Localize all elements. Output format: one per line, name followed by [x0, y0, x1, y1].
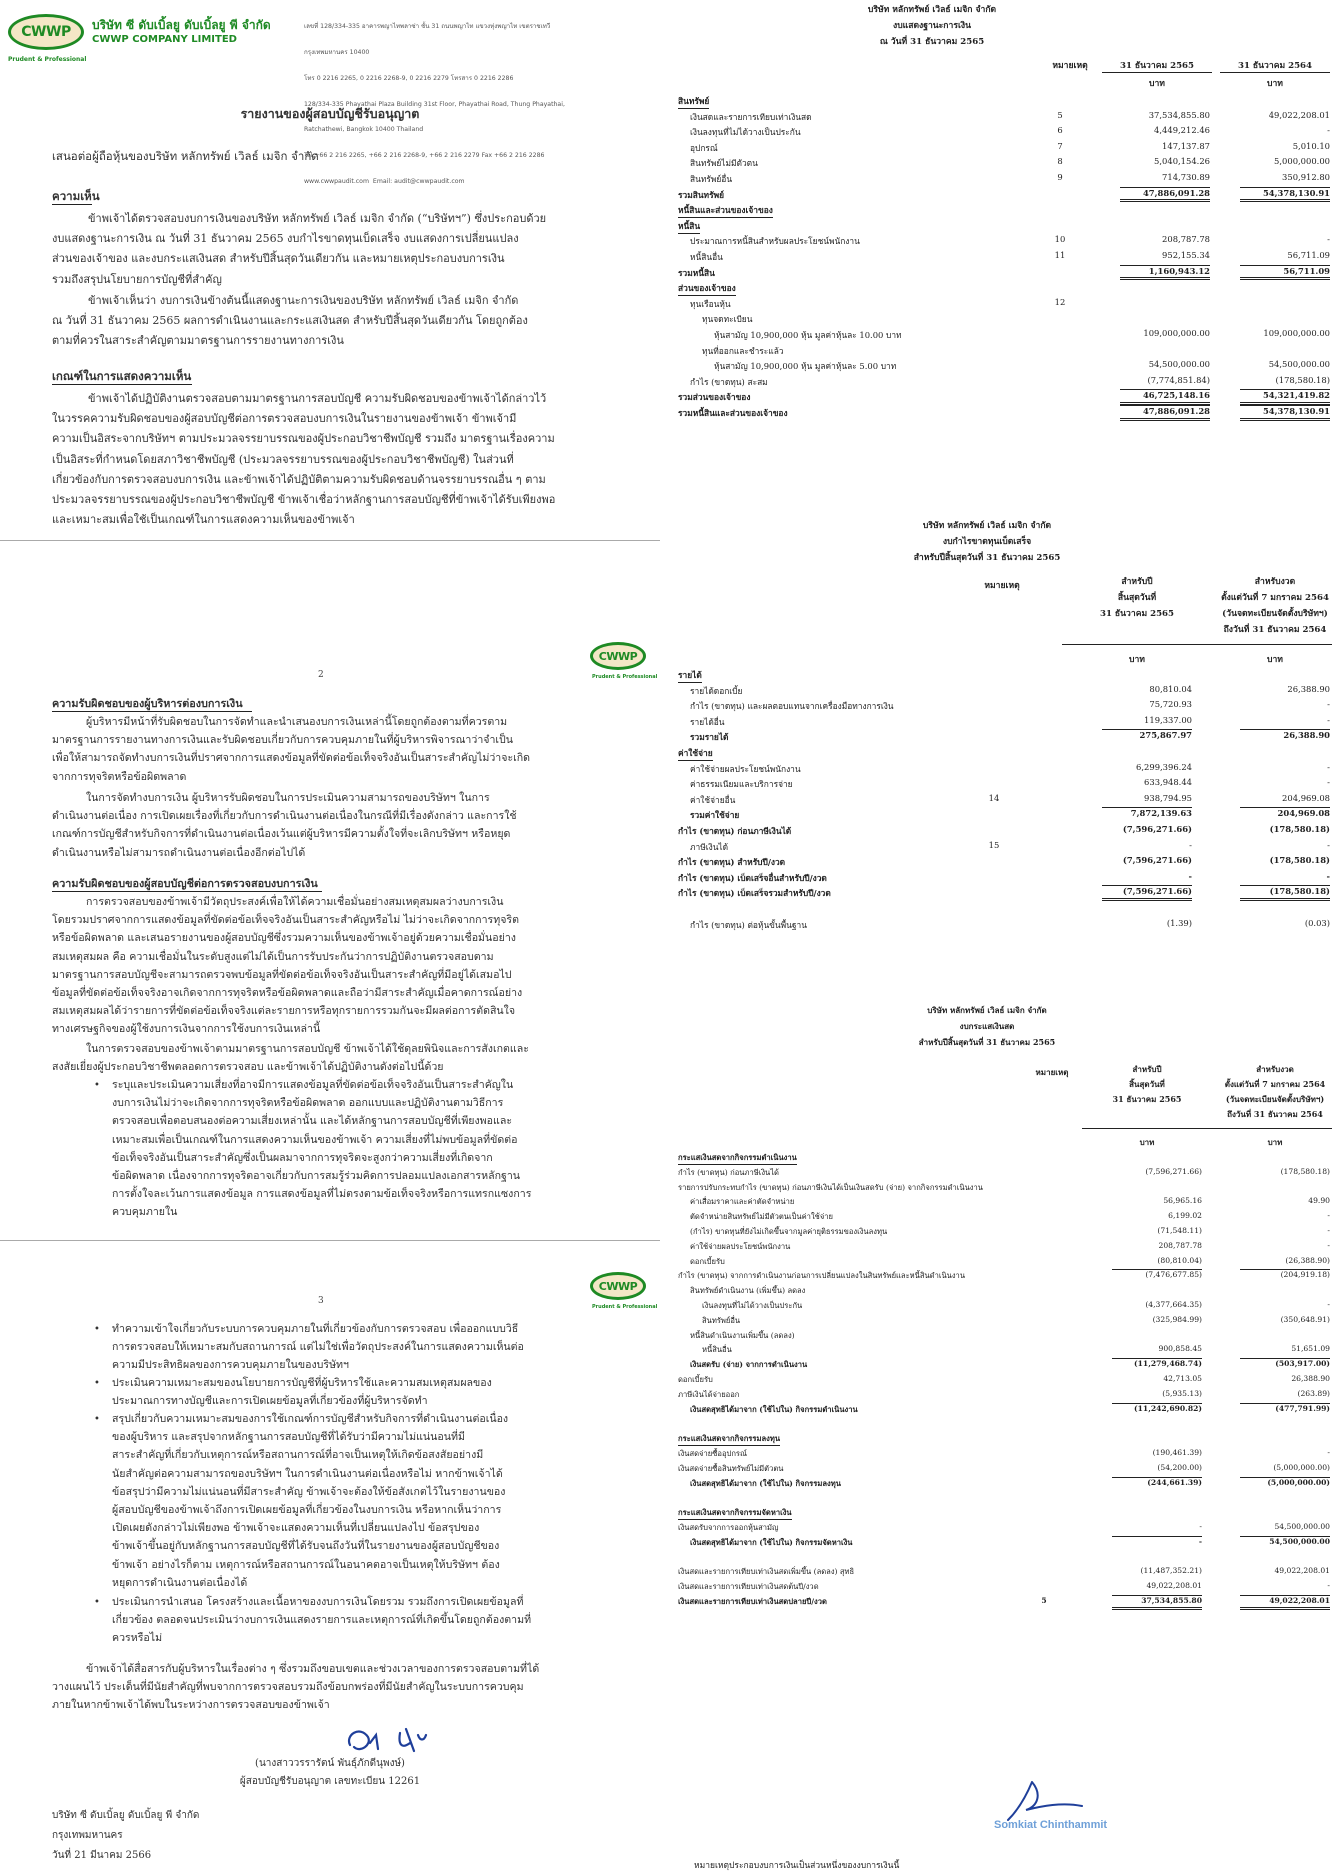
row-value-prior: - [1327, 1448, 1330, 1457]
row-value-prior: - [1326, 870, 1330, 881]
cf-unit: บาท [1267, 1137, 1283, 1147]
row-label: เงินสดสุทธิได้มาจาก (ใช้ไปใน) กิจกรรมจัดหาเงิน [690, 1537, 853, 1547]
total-rule [1112, 1536, 1202, 1537]
row-label: หุ้นสามัญ 10,900,000 หุ้น มูลค่าหุ้นละ 5.00 บาท [714, 361, 897, 372]
row-label: สินทรัพย์อื่น [702, 1315, 741, 1325]
total-rule [1240, 405, 1330, 406]
total-rule [1120, 265, 1210, 266]
heading-underline [52, 711, 252, 712]
total-rule [1102, 885, 1192, 886]
row-value-prior: 51,651.09 [1291, 1344, 1330, 1354]
double-rule [1240, 199, 1330, 202]
total-rule [1120, 389, 1210, 390]
row-value-current: (325,984.99) [1152, 1314, 1202, 1324]
row-value-current: 5,040,154.26 [1154, 156, 1210, 167]
is-date: สำหรับปีสิ้นสุดวันที่ 31 ธันวาคม 2565 [913, 553, 1061, 563]
row-value-prior: (178,580.18) [1280, 1166, 1330, 1176]
cf-note-header: หมายเหตุ [1035, 1067, 1069, 1077]
total-rule [1112, 1477, 1202, 1478]
signer-name: (นางสาววรรารัตน์ พันธุ์ภักดีนุพงษ์) [255, 1758, 405, 1769]
is-title: งบกำไรขาดทุนเบ็ดเสร็จ [942, 537, 1032, 547]
row-label: สินทรัพย์ [678, 94, 709, 109]
row-value-current: (4,377,664.35) [1145, 1300, 1202, 1309]
row-note: 8 [1057, 156, 1063, 167]
row-value-current: 80,810.04 [1149, 683, 1192, 694]
is-col2-header: สำหรับงวด ตั้งแต่วันที่ 7 มกราคม 2564 (วันจดทะเบียนจัดตั้งบริษัทฯ) ถึงวันที่ 31 ธันวาคม 2564 [1221, 577, 1329, 635]
row-value-prior: 49,022,208.01 [1268, 109, 1330, 120]
report-title: รายงานของผู้สอบบัญชีรับอนุญาต [240, 106, 420, 121]
auditor-paragraph-2: ในการตรวจสอบของข้าพเจ้าตามมาตรฐานการสอบบัญชี ข้าพเจ้าได้ใช้ดุลยพินิจและการสังเกตและ สงสัยเยี่ยงผู้ประกอบวิชาชีพตลอดการตรวจสอบ และข้าพเจ้าได้ปฏิบัติงานดังต่อไปนี้ด้วย [52, 1043, 529, 1074]
row-value-current: (7,596,271.66) [1122, 886, 1192, 897]
row-value-current: 37,534,855.80 [1148, 109, 1210, 120]
row-value-current: 952,155.34 [1162, 250, 1210, 260]
auditor-report [0, 0, 660, 1872]
row-label: รายได้อื่น [690, 716, 725, 727]
row-value-current: 47,886,091.28 [1142, 187, 1210, 198]
row-label: กระแสเงินสดจากกิจกรรมลงทุน [678, 1433, 780, 1446]
row-label: เงินสดและรายการเทียบเท่าเงินสดต้นปี/งวด [678, 1582, 819, 1592]
row-value-current: 46,725,148.16 [1142, 390, 1210, 401]
cwwp-logo: CWWP [590, 1272, 646, 1300]
row-label: กำไร (ขาดทุน) ก่อนภาษีเงินได้ [678, 1167, 779, 1177]
row-value-prior: (503,917.00) [1275, 1359, 1330, 1369]
row-label: เงินสดสุทธิได้มาจาก (ใช้ไปใน) กิจกรรมดำเนินงาน [690, 1404, 858, 1414]
row-note: 14 [988, 792, 1000, 803]
row-value-prior: (477,791.99) [1275, 1403, 1330, 1413]
row-label: รวมหนี้สิน [678, 267, 715, 278]
total-rule [1240, 885, 1330, 886]
page-divider [0, 540, 660, 541]
row-label: ทุนที่ออกและชำระแล้ว [702, 345, 784, 356]
row-value-current: (7,596,271.66) [1122, 855, 1192, 866]
row-label: รวมรายได้ [690, 732, 729, 743]
row-value-current: 4,449,212.46 [1154, 125, 1210, 136]
bullet-presentation: ประเมินการนำเสนอ โครงสร้างและเนื้อหาของงบการเงินโดยรวม รวมถึงการเปิดเผยข้อมูลที่ เกี่ยวข้อง ตลอดจนประเมินว่างบการเงินแสดงรายการและเหตุการณ์ที่เกิดขึ้นโดยถูกต้องตามที่ ควรหรือไม่ [112, 1596, 532, 1645]
row-note: 15 [988, 839, 1000, 850]
row-value-prior: (5,000,000.00) [1273, 1462, 1330, 1472]
row-value-prior: 49,022,208.01 [1274, 1566, 1330, 1576]
row-label: รวมหนี้สินและส่วนของเจ้าของ [678, 408, 788, 418]
row-value-current: (7,774,851.84) [1147, 374, 1210, 385]
row-label: หนี้สิน [678, 219, 700, 234]
row-value-current: 147,137.87 [1162, 140, 1210, 151]
row-value-prior: (5,000,000.00) [1267, 1477, 1330, 1487]
row-value-prior: 49,022,208.01 [1269, 1596, 1330, 1605]
row-value-prior: - [1327, 1300, 1330, 1309]
row-value-prior: 54,321,419.82 [1262, 390, 1330, 401]
row-value-prior: 109,000,000.00 [1263, 328, 1330, 338]
row-value-prior: (204,919.18) [1280, 1270, 1330, 1280]
row-label: กระแสเงินสดจากกิจกรรมจัดหาเงิน [678, 1507, 792, 1520]
double-rule [1120, 418, 1210, 421]
row-value-current: (1.39) [1166, 917, 1192, 928]
row-note: 7 [1057, 140, 1063, 151]
row-value-current: 7,872,139.63 [1130, 808, 1192, 819]
total-rule [1102, 807, 1192, 808]
firm-name-en: CWWP COMPANY LIMITED [92, 34, 237, 45]
is-company: บริษัท หลักทรัพย์ เวิลธ์ เมจิก จำกัด [922, 521, 1052, 531]
total-rule [1240, 807, 1330, 808]
row-label: รายได้ดอกเบี้ย [690, 685, 743, 696]
basis-paragraph: ข้าพเจ้าได้ปฏิบัติงานตรวจสอบตามมาตรฐานการสอบบัญชี ความรับผิดชอบของข้าพเจ้าได้กล่าวไว้ ในวรรคความรับผิดชอบของผู้สอบบัญชีต่อการตรวจสอบงบการเงินในรายงานของข้าพเจ้า ข้าพเจ้ามี ความเป็นอิสระจากบริษัทฯ ตามประมวลจรรยาบรรณของผู้ประกอบวิชาชีพบัญชี รวมถึง มาตรฐานเรื่องความ เป็นอิสระที่กำหนดโดยสภาวิชาชีพบัญชี (ประมวลจรรยาบรรณของผู้ประกอบวิชาชีพบัญชี) ในส่วนที่ เกี่ยวข้องกับการตรวจสอบงบการเงิน และข้าพเจ้าได้ปฏิบัติตามความรับผิดชอบด้านจรรยาบรรณอื่น ๆ ตาม ประมวลจรรยาบรรณของผู้ประกอบวิชาชีพบัญชี ข้าพเจ้าเชื่อว่าหลักฐานการสอบบัญชีที่ข้าพเจ้าได้รับเพียงพอ และเหมาะสมเพื่อใช้เป็นเกณฑ์ในการแสดงความเห็นของข้าพเจ้า [52, 392, 556, 527]
row-value-prior: 54,500,000.00 [1274, 1522, 1330, 1531]
row-value-current: (5,935.13) [1162, 1388, 1202, 1398]
cf-col2-header: สำหรับงวด ตั้งแต่วันที่ 7 มกราคม 2564 (วันจดทะเบียนจัดตั้งบริษัทฯ) ถึงวันที่ 31 ธันวาคม 2564 [1224, 1064, 1326, 1119]
page-divider [0, 1240, 660, 1241]
double-rule [1240, 898, 1330, 901]
heading-underline [52, 204, 92, 205]
row-label: เงินสดและรายการเทียบเท่าเงินสด [690, 111, 812, 122]
is-unit: บาท [1129, 655, 1145, 665]
heading-underline [52, 891, 322, 892]
row-value-current: - [1188, 870, 1192, 881]
row-value-prior: 54,500,000.00 [1268, 359, 1330, 370]
total-rule [1112, 1269, 1202, 1270]
row-label: เงินสดและรายการเทียบเท่าเงินสดปลายปี/งวด [678, 1597, 827, 1606]
row-value-prior: 49.90 [1308, 1196, 1330, 1206]
row-note: 9 [1057, 172, 1063, 182]
row-label: ภาษีเงินได้จ่ายออก [678, 1389, 740, 1399]
row-value-prior: - [1327, 839, 1330, 850]
row-value-current: (80,810.04) [1157, 1255, 1202, 1265]
row-note: 10 [1054, 234, 1066, 245]
row-label: รายการปรับกระทบกำไร (ขาดทุน) ก่อนภาษีเงินได้เป็นเงินสดรับ (จ่าย) จากกิจกรรมดำเนินงาน [678, 1182, 983, 1192]
row-value-prior: 54,378,130.91 [1262, 406, 1330, 416]
row-note: 11 [1054, 250, 1066, 260]
cwwp-tagline: Prudent & Professional [592, 674, 658, 680]
row-label: ประมาณการหนี้สินสำหรับผลประโยชน์พนักงาน [690, 236, 860, 247]
header-rule [1062, 644, 1332, 645]
bullet-accounting-policies: ประเมินความเหมาะสมของนโยบายการบัญชีที่ผู้บริหารใช้และความสมเหตุสมผลของ ประมาณการทางบัญชีและการเปิดเผยข้อมูลที่เกี่ยวข้องที่ผู้บริหารจัดทำ [112, 1377, 492, 1408]
row-value-prior: (26,388.90) [1285, 1255, 1330, 1265]
row-value-prior: - [1327, 1226, 1330, 1235]
row-label: กำไร (ขาดทุน) สำหรับปี/งวด [678, 857, 786, 868]
row-note: 5 [1041, 1596, 1047, 1605]
bs-date: ณ วันที่ 31 ธันวาคม 2565 [879, 37, 985, 47]
row-label: หนี้สินอื่น [690, 252, 723, 262]
row-label: กำไร (ขาดทุน) เบ็ดเสร็จอื่นสำหรับปี/งวด [678, 872, 827, 883]
row-label: รวมสินทรัพย์ [678, 189, 725, 200]
statement-footnote: หมายเหตุประกอบงบการเงินเป็นส่วนหนึ่งของงบการเงินนี้ [694, 1861, 900, 1871]
row-value-current: 56,965.16 [1163, 1196, 1202, 1206]
row-value-current: 633,948.44 [1144, 777, 1192, 788]
row-label: สินทรัพย์อื่น [690, 174, 733, 184]
total-rule [1112, 1358, 1202, 1359]
row-label: หนี้สินและส่วนของเจ้าของ [678, 203, 773, 218]
row-value-prior: - [1327, 125, 1330, 136]
bullet-marker: • [94, 1414, 100, 1425]
page-number: 3 [318, 1296, 324, 1306]
footer-date: วันที่ 21 มีนาคม 2566 [52, 1850, 152, 1861]
row-value-current: 6,199.02 [1168, 1211, 1202, 1221]
row-value-prior: - [1327, 699, 1330, 710]
cwwp-logo: CWWP [8, 14, 84, 50]
total-rule [1120, 405, 1210, 406]
row-value-current: - [1199, 1522, 1202, 1531]
cf-title: งบกระแสเงินสด [959, 1021, 1015, 1031]
row-value-prior: 5,000,000.00 [1274, 156, 1330, 167]
row-value-current: 49,022,208.01 [1146, 1581, 1202, 1591]
row-value-prior: - [1327, 1240, 1330, 1250]
row-value-prior: - [1327, 234, 1330, 245]
row-value-prior: 26,388.90 [1287, 683, 1330, 694]
row-label: กำไร (ขาดทุน) ก่อนภาษีเงินได้ [678, 826, 792, 836]
row-value-prior: 204,969.08 [1282, 792, 1330, 803]
row-value-prior: (0.03) [1304, 917, 1330, 928]
is-unit: บาท [1267, 655, 1283, 665]
mgmt-paragraph-2: ในการจัดทำงบการเงิน ผู้บริหารรับผิดชอบในการประเมินความสามารถของบริษัทฯ ในการ ดำเนินงานต่อเนื่อง การเปิดเผยเรื่องที่เกี่ยวกับการดำเนินงานต่อเนื่องในกรณีที่มีเรื่องดังกล่าว และการใช้ เกณฑ์การบัญชีสำหรับกิจการที่ดำเนินงานต่อเนื่องเว้นแต่ผู้บริหารมีความตั้งใจที่จะเลิกบริษัทฯ หรือหยุด ดำเนินงานหรือไม่สามารถดำเนินงานต่อเนื่องอีกต่อไปได้ [52, 792, 517, 859]
row-label: กำไร (ขาดทุน) เบ็ดเสร็จรวมสำหรับปี/งวด [678, 888, 831, 899]
row-label: เงินสดสุทธิได้มาจาก (ใช้ไปใน) กิจกรรมลงทุน [690, 1478, 841, 1488]
row-label: เงินสดรับจากการออกหุ้นสามัญ [678, 1523, 779, 1532]
total-rule [1240, 1477, 1330, 1478]
row-value-current: 1,160,943.12 [1148, 265, 1210, 276]
row-label: กำไร (ขาดทุน) ต่อหุ้นขั้นพื้นฐาน [690, 919, 807, 930]
cf-col1-header: สำหรับปี สิ้นสุดวันที่ 31 ธันวาคม 2565 [1112, 1064, 1182, 1104]
mgmt-heading: ความรับผิดชอบของผู้บริหารต่องบการเงิน [52, 697, 243, 710]
basis-heading: เกณฑ์ในการแสดงความเห็น [52, 369, 192, 383]
heading-underline [52, 384, 192, 385]
row-value-current: 208,787.78 [1162, 234, 1210, 245]
row-value-prior: 54,378,130.91 [1262, 187, 1330, 198]
row-value-prior: (178,580.18) [1269, 886, 1330, 897]
row-value-current: 938,794.95 [1144, 792, 1192, 803]
row-value-prior: (178,580.18) [1269, 824, 1330, 834]
row-label: กำไร (ขาดทุน) สะสม [690, 376, 768, 387]
row-value-current: 75,720.93 [1149, 699, 1192, 710]
cf-unit: บาท [1139, 1137, 1155, 1147]
is-col1-header: สำหรับปี สิ้นสุดวันที่ 31 ธันวาคม 2565 [1099, 577, 1175, 619]
row-value-prior: 26,388.90 [1291, 1374, 1330, 1383]
row-label: เงินลงทุนที่ไม่ได้วางเป็นประกัน [702, 1301, 803, 1310]
row-label: สินทรัพย์ดำเนินงาน (เพิ่มขึ้น) ลดลง [690, 1286, 806, 1296]
double-rule [1112, 1607, 1202, 1610]
cwwp-tagline: Prudent & Professional [8, 56, 87, 63]
row-label: รายได้ [678, 668, 702, 683]
director-name: Somkiat Chinthammit [994, 1819, 1108, 1831]
opinion-paragraph-2: ข้าพเจ้าเห็นว่า งบการเงินข้างต้นนี้แสดงฐานะการเงินของบริษัท หลักทรัพย์ เวิลธ์ เมจิก จำกัด ณ วันที่ 31 ธันวาคม 2565 ผลการดำเนินงานและกระแสเงินสด สำหรับปีสิ้นสุดวันเดียวกัน โดยถูกต้อง ตามที่ควรในสาระสำคัญตามมาตรฐานการรายงานทางการเงิน [52, 294, 528, 348]
double-rule [1120, 199, 1210, 202]
bullet-marker: • [94, 1597, 100, 1608]
page-number: 2 [318, 670, 324, 680]
row-label: รวมส่วนของเจ้าของ [678, 392, 751, 403]
row-label: เงินลงทุนที่ไม่ได้วางเป็นประกัน [690, 127, 801, 138]
total-rule [1240, 389, 1330, 390]
total-rule [1112, 1403, 1202, 1404]
total-rule [1120, 187, 1210, 188]
double-rule [1102, 898, 1192, 901]
row-value-current: 275,867.97 [1139, 730, 1192, 741]
row-note: 6 [1057, 125, 1063, 136]
bullet-marker: • [94, 1080, 100, 1091]
financial-statements [672, 0, 1338, 1872]
row-value-prior: - [1327, 1581, 1330, 1591]
row-value-current: (7,596,271.66) [1122, 824, 1192, 834]
cwwp-logo: CWWP [590, 642, 646, 670]
auditor-paragraph-1: การตรวจสอบของข้าพเจ้ามีวัตถุประสงค์เพื่อให้ได้ความเชื่อมั่นอย่างสมเหตุสมผลว่างบการเงิน โดยรวมปราศจากการแสดงข้อมูลที่ขัดต่อข้อเท็จจริงอันเป็นสาระสำคัญหรือไม่ ไม่ว่าจะเกิดจากการทุจริต หรือข้อผิดพลาด และเสนอรายงานของผู้สอบบัญชีซึ่งรวมความเห็นของข้าพเจ้าอยู่ด้วยความเชื่อมั่นอย่าง สมเหตุสมผล คือ ความเชื่อมั่นในระดับสูงแต่ไม่ได้เป็นการรับประกันว่าการปฏิบัติงานตรวจสอบตาม มาตรฐานการสอบบัญชีจะสามารถตรวจพบข้อมูลที่ขัดต่อข้อเท็จจริงอันเป็นสาระสำคัญที่มีอยู่ได้เสมอไป ข้อมูลที่ขัดต่อข้อเท็จจริงอาจเกิดจากการทุจริตหรือข้อผิดพลาดและถือว่ามีสาระสำคัญเมื่อคาดการณ์อย่าง สมเหตุสมผลได้ว่ารายการที่ขัดต่อข้อเท็จจริงแต่ละรายการหรือทุกรายการรวมกันจะมีผลต่อการตัดสินใจ ทางเศรษฐกิจของผู้ใช้งบการเงินจากการใช้งบการเงินเหล่านี้ [52, 896, 523, 1036]
row-label: ค่าใช้จ่ายผลประโยชน์พนักงาน [690, 763, 801, 774]
row-note: 12 [1054, 296, 1066, 307]
footer-firm: บริษัท ซี ดับเบิ้ลยู ดับเบิ้ลยู พี จำกัด [52, 1810, 200, 1821]
firm-name-th: บริษัท ซี ดับเบิ้ลยู ดับเบิ้ลยู พี จำกัด [92, 18, 271, 32]
total-rule [1112, 1595, 1202, 1596]
row-value-current: (7,476,677.85) [1145, 1270, 1202, 1280]
row-label: ค่าใช้จ่าย [678, 746, 713, 761]
row-value-current: 208,787.78 [1158, 1240, 1202, 1250]
row-value-prior: (350,648.91) [1280, 1314, 1330, 1324]
footer-city: กรุงเทพมหานคร [52, 1830, 123, 1841]
row-value-current: 42,713.05 [1163, 1374, 1202, 1383]
bs-unit: บาท [1267, 79, 1283, 89]
row-label: ทุนเรือนหุ้น [690, 298, 731, 309]
row-label: เงินสดจ่ายซื้ออุปกรณ์ [678, 1449, 748, 1458]
is-note-header: หมายเหตุ [984, 581, 1020, 591]
bullet-marker: • [94, 1378, 100, 1389]
row-value-current: 6,299,396.24 [1136, 761, 1192, 772]
row-value-current: 37,534,855.80 [1141, 1596, 1202, 1605]
total-rule [1240, 1536, 1330, 1537]
row-label: เงินสดและรายการเทียบเท่าเงินสดเพิ่มขึ้น (ลดลง) สุทธิ [678, 1567, 855, 1577]
bs-company: บริษัท หลักทรัพย์ เวิลธ์ เมจิก จำกัด [867, 5, 997, 15]
bullet-internal-control: ทำความเข้าใจเกี่ยวกับระบบการควบคุมภายในที่เกี่ยวข้องกับการตรวจสอบ เพื่อออกแบบวิธี การตรวจสอบให้เหมาะสมกับสถานการณ์ แต่ไม่ใช่เพื่อวัตถุประสงค์ในการแสดงความเห็นต่อ ความมีประสิทธิผลของการควบคุมภายในของบริษัทฯ [112, 1323, 524, 1372]
total-rule [1240, 1595, 1330, 1596]
report-addressee: เสนอต่อผู้ถือหุ้นของบริษัท หลักทรัพย์ เวิลธ์ เมจิก จำกัด [52, 149, 319, 163]
row-value-current: (11,487,352.21) [1140, 1566, 1202, 1576]
double-rule [1240, 277, 1330, 280]
row-value-current: 119,337.00 [1144, 714, 1192, 725]
row-value-current: - [1198, 1536, 1202, 1546]
cf-date: สำหรับปีสิ้นสุดวันที่ 31 ธันวาคม 2565 [918, 1037, 1056, 1047]
row-value-prior: (178,580.18) [1275, 374, 1330, 385]
firm-address: เลขที่ 128/334-335 อาคารพญาไทพลาซ่า ชั้น 31 ถนนพญาไท แขวงทุ่งพญาไท เขตราชเทวี กรุงเทพมหานคร 10400 โทร 0 2216 2265, 0 2216 2268-9, 0 2216 2279 โทรสาร 0 2216 2286 128/334-335 Phayathai Plaza Building 31st Floor, Phayathai Road, Thung Phayathai, Ratchathewi, Bangkok 10400 Thailand Tel +66 2 216 2265, +66 2 216 2268-9, +66 2 216 2279 Fax +66 2 216 2286 www.cwwpaudit.com Email: audit@cwwpaudit.com [304, 23, 565, 185]
row-label: เงินสดรับ (จ่าย) จากการดำเนินงาน [690, 1360, 808, 1370]
row-label: ค่าเสื่อมราคาและค่าตัดจำหน่าย [690, 1197, 795, 1207]
opinion-paragraph-1: ข้าพเจ้าได้ตรวจสอบงบการเงินของบริษัท หลักทรัพย์ เวิลธ์ เมจิก จำกัด (“บริษัทฯ”) ซึ่งประกอบด้วย งบแสดงฐานะการเงิน ณ วันที่ 31 ธันวาคม 2565 งบกำไรขาดทุนเบ็ดเสร็จ งบแสดงการเปลี่ยนแปลง ส่วนของเจ้าของ และงบกระแสเงินสด สำหรับปีสิ้นสุดวันเดียวกัน และหมายเหตุประกอบงบการเงิน รวมถึงสรุปนโยบายการบัญชีที่สำคัญ [52, 212, 547, 286]
total-rule [1240, 265, 1330, 266]
row-value-prior: 350,912.80 [1282, 172, 1330, 182]
row-label: สินทรัพย์ไม่มีตัวตน [690, 158, 758, 169]
row-value-current: - [1189, 839, 1192, 850]
row-label: หนี้สินดำเนินงานเพิ่มขึ้น (ลดลง) [690, 1330, 795, 1340]
communication-paragraph: ข้าพเจ้าได้สื่อสารกับผู้บริหารในเรื่องต่าง ๆ ซึ่งรวมถึงขอบเขตและช่วงเวลาของการตรวจสอบตามที่ได้ วางแผนไว้ ประเด็นที่มีนัยสำคัญที่พบจากการตรวจสอบรวมถึงข้อบกพร่องที่มีนัยสำคัญในระบบการควบคุม ภายในหากข้าพเจ้าได้พบในระหว่างการตรวจสอบของข้าพเจ้า [52, 1663, 540, 1712]
row-value-prior: - [1327, 714, 1330, 725]
row-value-prior: 56,711.09 [1287, 250, 1330, 260]
double-rule [1120, 277, 1210, 280]
bs-year1-header: 31 ธันวาคม 2565 [1102, 58, 1212, 73]
total-rule [1240, 1269, 1330, 1270]
row-label: กำไร (ขาดทุน) และผลตอบแทนจากเครื่องมือทางการเงิน [690, 701, 894, 712]
row-value-current: 109,000,000.00 [1143, 328, 1210, 338]
row-value-prior: 5,010.10 [1292, 140, 1330, 151]
row-note: 5 [1057, 109, 1063, 120]
cwwp-tagline: Prudent & Professional [592, 1304, 658, 1310]
row-value-current: 54,500,000.00 [1148, 359, 1210, 370]
row-value-current: 714,730.89 [1162, 172, 1210, 182]
total-rule [1240, 729, 1330, 730]
mgmt-paragraph-1: ผู้บริหารมีหน้าที่รับผิดชอบในการจัดทำและนำเสนองบการเงินเหล่านี้โดยถูกต้องตามที่ควรตาม มาตรฐานการรายงานทางการเงินและรับผิดชอบเกี่ยวกับการควบคุมภายในที่ผู้บริหารพิจารณาว่าจำเป็น เพื่อให้สามารถจัดทำงบการเงินที่ปราศจากการแสดงข้อมูลที่ขัดต่อข้อเท็จจริงอันเป็นสาระสำคัญไม่ว่าจะเกิด จากการทุจริตหรือข้อผิดพลาด [52, 716, 531, 783]
row-label: อุปกรณ์ [690, 142, 718, 153]
row-value-current: (7,596,271.66) [1145, 1166, 1202, 1176]
row-label: ค่าธรรมเนียมและบริการจ่าย [690, 779, 793, 790]
bs-note-header: หมายเหตุ [1052, 61, 1088, 71]
auditor-responsibility-heading: ความรับผิดชอบของผู้สอบบัญชีต่อการตรวจสอบงบการเงิน [52, 877, 318, 890]
row-label: ภาษีเงินได้ [690, 841, 729, 852]
row-label: เงินสดจ่ายซื้อสินทรัพย์ไม่มีตัวตน [678, 1463, 784, 1473]
row-label: กำไร (ขาดทุน) จากการดำเนินงานก่อนการเปลี่ยนแปลงในสินทรัพย์และหนี้สินดำเนินงาน [678, 1271, 966, 1281]
row-value-prior: - [1327, 777, 1330, 788]
total-rule [1102, 729, 1192, 730]
row-label: รวมค่าใช้จ่าย [690, 810, 740, 821]
total-rule [1240, 1358, 1330, 1359]
row-label: ส่วนของเจ้าของ [678, 281, 736, 296]
row-label: ค่าใช้จ่ายอื่น [690, 794, 736, 805]
cf-company: บริษัท หลักทรัพย์ เวิลธ์ เมจิก จำกัด [927, 1005, 1047, 1015]
bullet-going-concern: สรุปเกี่ยวกับความเหมาะสมของการใช้เกณฑ์การบัญชีสำหรับกิจการที่ดำเนินงานต่อเนื่อง ของผู้บริหาร และสรุปจากหลักฐานการสอบบัญชีที่ได้รับว่ามีความไม่แน่นอนที่มี สาระสำคัญที่เกี่ยวกับเหตุการณ์หรือสถานการณ์ที่อาจเป็นเหตุให้เกิดข้อสงสัยอย่างมี นัยสำคัญต่อความสามารถของบริษัทฯ ในการดำเนินงานต่อเนื่องหรือไม่ หากข้าพเจ้าได้ ข้อสรุปว่ามีความไม่แน่นอนที่มีสาระสำคัญ ข้าพเจ้าจะต้องให้ข้อสังเกตไว้ในรายงานของ ผู้สอบบัญชีของข้าพเจ้าถึงการเปิดเผยข้อมูลที่เกี่ยวข้องในงบการเงิน หรือหากเห็นว่าการ เปิดเผยดังกล่าวไม่เพียงพอ ข้าพเจ้าจะแสดงความเห็นที่เปลี่ยนแปลงไป ข้อสรุปของ ข้าพเจ้าขึ้นอยู่กับหลักฐานการสอบบัญชีที่ได้รับจนถึงวันที่ในรายงานของผู้สอบบัญชีของ ข้าพเจ้า อย่างไรก็ตาม เหตุการณ์หรือสถานการณ์ในอนาคตอาจเป็นเหตุให้บริษัทฯ ต้อง หยุดการดำเนินงานต่อเนื่องได้ [112, 1413, 509, 1589]
double-rule [1240, 1607, 1330, 1610]
row-value-prior: (178,580.18) [1269, 855, 1330, 866]
row-label: ดอกเบี้ยรับ [678, 1375, 713, 1384]
row-label: หนี้สินอื่น [702, 1345, 732, 1355]
row-value-prior: 56,711.09 [1283, 265, 1330, 276]
row-value-prior: 204,969.08 [1277, 808, 1330, 819]
row-value-prior: - [1327, 761, 1330, 772]
row-label: ค่าใช้จ่ายผลประโยชน์พนักงาน [690, 1241, 791, 1251]
row-label: กระแสเงินสดจากกิจกรรมดำเนินงาน [678, 1152, 797, 1165]
header-rule [1082, 1128, 1332, 1129]
bs-title: งบแสดงฐานะการเงิน [893, 21, 971, 31]
bullet-marker: • [94, 1324, 100, 1335]
row-label: ดอกเบี้ยรับ [690, 1256, 725, 1266]
row-label: หุ้นสามัญ 10,900,000 หุ้น มูลค่าหุ้นละ 10.00 บาท [714, 330, 902, 340]
row-value-current: (54,200.00) [1157, 1462, 1202, 1472]
row-value-current: (190,461.39) [1152, 1448, 1202, 1457]
row-value-current: (11,242,690.82) [1134, 1403, 1202, 1413]
total-rule [1240, 1403, 1330, 1404]
row-value-current: 900,858.45 [1158, 1344, 1202, 1354]
row-label: (กำไร) ขาดทุนที่ยังไม่เกิดขึ้นจากมูลค่ายุติธรรมของเงินลงทุน [690, 1227, 888, 1236]
row-label: ตัดจำหน่ายสินทรัพย์ไม่มีตัวตนเป็นค่าใช้จ่าย [690, 1212, 833, 1222]
signer-title: ผู้สอบบัญชีรับอนุญาต เลขทะเบียน 12261 [239, 1776, 421, 1787]
row-value-prior: - [1327, 1211, 1330, 1221]
row-value-prior: (263.89) [1297, 1388, 1330, 1398]
bs-unit: บาท [1149, 79, 1165, 89]
total-rule [1240, 187, 1330, 188]
bs-year2-header: 31 ธันวาคม 2564 [1220, 58, 1330, 73]
row-label: ทุนจดทะเบียน [702, 314, 753, 325]
row-value-current: 47,886,091.28 [1142, 406, 1210, 416]
row-value-current: (11,279,468.74) [1134, 1359, 1202, 1369]
bullet-risk-assessment: ระบุและประเมินความเสี่ยงที่อาจมีการแสดงข้อมูลที่ขัดต่อข้อเท็จจริงอันเป็นสาระสำคัญใน งบการเงินไม่ว่าจะเกิดจากการทุจริตหรือข้อผิดพลาด ออกแบบและปฏิบัติงานตามวิธีการ ตรวจสอบเพื่อตอบสนองต่อความเสี่ยงเหล่านั้น และได้หลักฐานการสอบบัญชีที่เพียงพอและ เหมาะสมเพื่อเป็นเกณฑ์ในการแสดงความเห็นของข้าพเจ้า ความเสี่ยงที่ไม่พบข้อมูลที่ขัดต่อ ข้อเท็จจริงอันเป็นสาระสำคัญซึ่งเป็นผลมาจากการทุจริตจะสูงกว่าความเสี่ยงที่เกิดจาก ข้อผิดพลาด เนื่องจากการทุจริตอาจเกี่ยวกับการสมรู้ร่วมคิดการปลอมแปลงเอกสารหลักฐาน การตั้งใจละเว้นการแสดงข้อมูล การแสดงข้อมูลที่ไม่ตรงตามข้อเท็จจริงหรือการแทรกแซงการ ควบคุมภายใน [112, 1079, 532, 1219]
row-value-current: (244,661.39) [1147, 1477, 1202, 1487]
row-value-current: (71,548.11) [1157, 1226, 1202, 1235]
row-value-prior: 26,388.90 [1283, 730, 1330, 741]
opinion-heading: ความเห็น [52, 189, 100, 203]
double-rule [1240, 418, 1330, 421]
row-value-prior: 54,500,000.00 [1269, 1536, 1330, 1546]
